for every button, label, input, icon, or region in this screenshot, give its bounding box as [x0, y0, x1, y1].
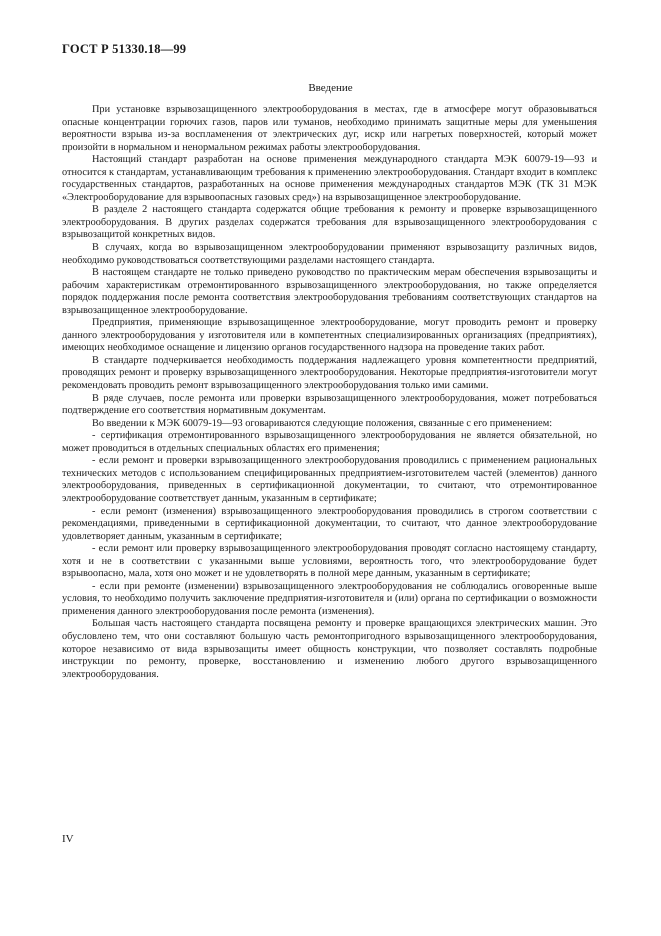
section-title: Введение	[308, 82, 353, 94]
paragraph: В разделе 2 настоящего стандарта содержатся общие требования к ремонту и проверке взрывозащищенного электрооборудования. В других разделах содержатся требования для взрывозащищенного электрооборудования с взрывозащитой конкретных видов.	[62, 204, 597, 241]
paragraph: Большая часть настоящего стандарта посвящена ремонту и проверке вращающихся электрических машин. Это обусловлено тем, что они составляют большую часть ремонтопригодного взрывозащищенного электрооборудования, которое независимо от вида взрывозащиты имеет общность конструкции, что позволяет составлять подробные инструкции по ремонту, проверке, восстановлению и изменению любого другого взрывозащищенного электрооборудования.	[62, 618, 597, 680]
paragraph: В ряде случаев, после ремонта или проверки взрывозащищенного электрооборудования, может потребоваться подтверждение его соответствия нормативным документам.	[62, 392, 597, 417]
body-text	[62, 104, 597, 681]
standard-code-header: ГОСТ Р 51330.18—99	[62, 42, 187, 56]
paragraph: Настоящий стандарт разработан на основе применения международного стандарта МЭК 60079-19—93 и относится к стандартам, устанавливающим требования к применению электрооборудования. Стандарт входит в комплекс государственных стандартов, разработанных на основе применения международных стандартов МЭК (ТК 31 МЭК «Электрооборудование для взрывоопасных газовых сред») на взрывозащищенное электрооборудование.	[62, 154, 597, 203]
paragraph: В стандарте подчеркивается необходимость поддержания надлежащего уровня компетентности предприятий, проводящих ремонт и проверку взрывозащищенного электрооборудования. Некоторые предприятия-изготовители могут рекомендовать проводить ремонт взрывозащищенного электрооборудования только ими самими.	[62, 354, 597, 392]
paragraph: Предприятия, применяющие взрывозащищенное электрооборудование, могут проводить ремонт и проверку данного электрооборудования у изготовителя или в компетентных специализированных организациях (предприятиях), имеющих необходимое оснащение и лицензию органов государственного надзора на проведение таких работ.	[62, 317, 597, 354]
paragraph: При установке взрывозащищенного электрооборудования в местах, где в атмосфере могут образовываться опасные концентрации горючих газов, паров или туманов, необходимо принимать защитные меры для уменьшения вероятности взрыва из-за воспламенения от электрических дуг, искр или нагретых поверхностей, который может произойти в нормальном и ненормальном режимах работы электрооборудования.	[62, 104, 597, 153]
page-number: IV	[62, 833, 74, 845]
paragraph: Во введении к МЭК 60079-19—93 оговариваются следующие положения, связанные с его применением:	[92, 417, 553, 429]
paragraph: В случаях, когда во взрывозащищенном электрооборудовании применяют взрывозащиту различных видов, необходимо руководствоваться соответствующими разделами настоящего стандарта.	[62, 242, 597, 266]
list-item: - если ремонт и проверки взрывозащищенного электрооборудования проводились с применением рациональных технических методов с использованием специфицированных предприятием-изготовителем частей (элементов) данного электрооборудования, приведенных в сертификационной документации, то считают, что отремонтированное электрооборудование соответствует данным, указанным в сертификате;	[62, 455, 597, 504]
paragraph: В настоящем стандарте не только приведено руководство по практическим мерам обеспечения взрывозащиты и рабочим характеристикам отремонтированного взрывозащищенного электрооборудования, но также определяется порядок поддержания после ремонта соответствия электрооборудования требованиям соответствующих стандартов на взрывозащищенное электрооборудование.	[62, 267, 597, 316]
list-item: - сертификация отремонтированного взрывозащищенного электрооборудования не является обязательной, но может проводиться в отдельных специальных областях его применения;	[62, 430, 597, 454]
list-item: - если ремонт (изменения) взрывозащищенного электрооборудования проводились в строгом соответствии с рекомендациями, приведенными в сертификационной документации, то считают, что данное электрооборудование удовлетворяет данным, указанным в сертификате;	[62, 505, 597, 542]
list-item: - если при ремонте (изменении) взрывозащищенного электрооборудования не соблюдались оговоренные выше условия, то необходимо получить заключение предприятия-изготовителя и (или) органа по сертификации о возможности применения данного электрооборудования после ремонта (изменения).	[62, 580, 597, 617]
list-item: - если ремонт или проверку взрывозащищенного электрооборудования проводят согласно настоящему стандарту, хотя и не в соответствии с указанными выше условиями, вероятность того, что электрооборудование будет взрывоопасно, мала, хотя оно может и не удовлетворять в полной мере данным, указанным в сертификате;	[62, 543, 597, 580]
